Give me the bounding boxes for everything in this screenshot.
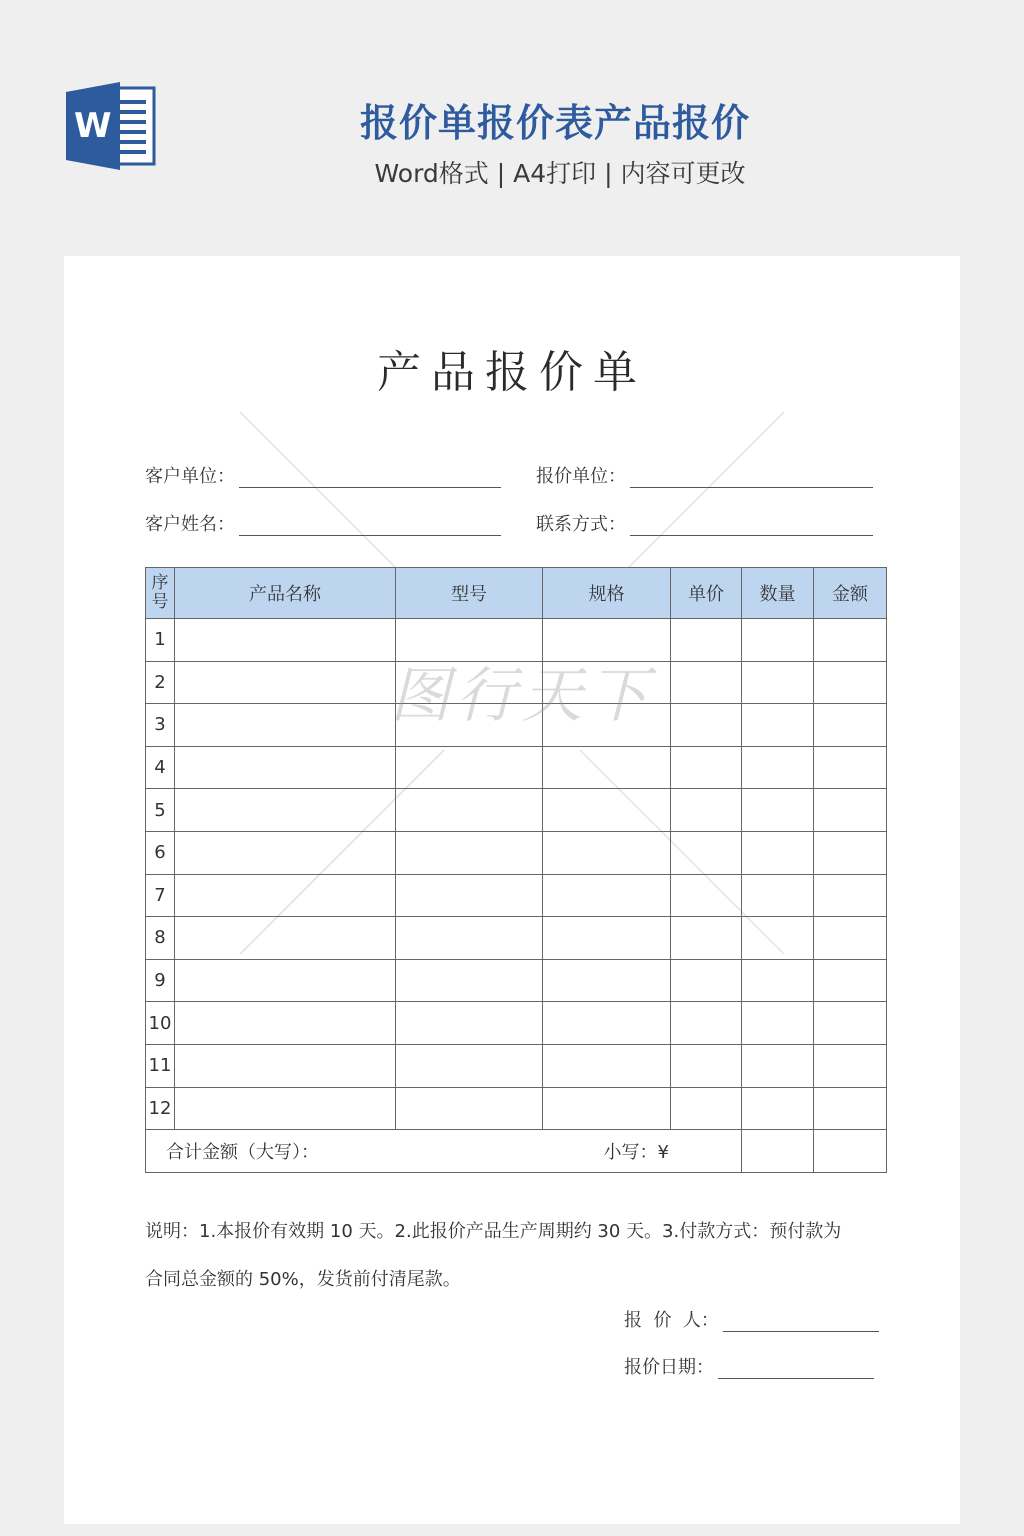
word-icon-letter: W [74,106,112,146]
cell-quantity[interactable] [742,831,814,874]
header-amount: 金额 [814,568,887,619]
table-row [146,959,887,1002]
cell-amount[interactable] [814,959,887,1002]
cell-quantity[interactable] [742,704,814,747]
header-model: 型号 [396,568,543,619]
cell-seq: 7 [146,874,175,917]
quote-date-line[interactable] [718,1358,874,1379]
cell-product-name[interactable] [175,831,396,874]
cell-amount[interactable] [814,789,887,832]
header-product-name: 产品名称 [175,568,396,619]
cell-amount[interactable] [814,746,887,789]
quoter-label: 报 价 人： [624,1310,719,1331]
cell-product-name[interactable] [175,1002,396,1045]
cell-amount[interactable] [814,1002,887,1045]
table-row [146,789,887,832]
cell-spec[interactable] [543,831,671,874]
cell-amount[interactable] [814,831,887,874]
cell-model[interactable] [396,874,543,917]
cell-seq: 4 [146,746,175,789]
cell-unit-price[interactable] [671,831,742,874]
cell-spec[interactable] [543,1087,671,1130]
cell-quantity[interactable] [742,917,814,960]
word-icon [66,82,156,170]
header-spec: 规格 [543,568,671,619]
cell-model[interactable] [396,746,543,789]
cell-product-name[interactable] [175,704,396,747]
cell-unit-price[interactable] [671,619,742,662]
cell-seq: 1 [146,619,175,662]
cell-product-name[interactable] [175,789,396,832]
table-row [146,1087,887,1130]
cell-product-name[interactable] [175,746,396,789]
total-qty-cell[interactable] [742,1130,814,1173]
cell-model[interactable] [396,917,543,960]
cell-seq: 12 [146,1087,175,1130]
document-page [64,256,960,1524]
cell-seq: 6 [146,831,175,874]
total-row [146,1130,887,1173]
customer-name-line[interactable] [239,515,501,536]
cell-quantity[interactable] [742,619,814,662]
cell-quantity[interactable] [742,789,814,832]
cell-spec[interactable] [543,746,671,789]
cell-quantity[interactable] [742,959,814,1002]
cell-unit-price[interactable] [671,746,742,789]
cell-amount[interactable] [814,661,887,704]
quoter-field[interactable] [624,1306,879,1332]
cell-spec[interactable] [543,959,671,1002]
cell-spec[interactable] [543,1002,671,1045]
cell-quantity[interactable] [742,1002,814,1045]
cell-product-name[interactable] [175,661,396,704]
cell-product-name[interactable] [175,1044,396,1087]
cell-amount[interactable] [814,874,887,917]
contact-line[interactable] [630,515,873,536]
cell-product-name[interactable] [175,874,396,917]
total-lower-label: 小写：¥ [603,1141,669,1163]
total-cell[interactable] [146,1130,742,1173]
table-row [146,746,887,789]
quoter-line[interactable] [723,1311,879,1332]
cell-unit-price[interactable] [671,661,742,704]
note [145,1208,886,1304]
customer-name-label: 客户姓名： [145,514,235,535]
cell-amount[interactable] [814,917,887,960]
contact-field[interactable] [536,510,873,536]
header-quantity: 数量 [742,568,814,619]
banner-subtitle: Word格式 | A4打印 | 内容可更改 [374,159,746,188]
total-amount-cell[interactable] [814,1130,887,1173]
cell-spec[interactable] [543,1044,671,1087]
quote-unit-field[interactable] [536,462,873,488]
customer-unit-line[interactable] [239,467,501,488]
table-row [146,1002,887,1045]
table-row [146,874,887,917]
document-title: 产品报价单 [377,347,647,398]
cell-model[interactable] [396,1087,543,1130]
watermark-text: 图行天下 [390,661,654,731]
quote-unit-label: 报价单位： [536,466,626,487]
cell-amount[interactable] [814,1044,887,1087]
cell-model[interactable] [396,789,543,832]
cell-product-name[interactable] [175,917,396,960]
cell-unit-price[interactable] [671,1087,742,1130]
note-line-1: 说明：1.本报价有效期 10 天。2.此报价产品生产周期约 30 天。3.付款方式：预付款为 [145,1221,842,1242]
header-unit-price: 单价 [671,568,742,619]
cell-seq: 8 [146,917,175,960]
cell-seq: 2 [146,661,175,704]
table-row [146,1044,887,1087]
cell-unit-price[interactable] [671,917,742,960]
cell-unit-price[interactable] [671,1044,742,1087]
quote-unit-line[interactable] [630,467,873,488]
customer-unit-label: 客户单位： [145,466,235,487]
cell-amount[interactable] [814,704,887,747]
banner-title: 报价单报价表产品报价 [359,101,750,145]
table-header-row [146,568,887,619]
cell-spec[interactable] [543,917,671,960]
cell-model[interactable] [396,1002,543,1045]
cell-model[interactable] [396,1044,543,1087]
quote-date-label: 报价日期： [624,1357,714,1378]
table-row [146,831,887,874]
table-row [146,917,887,960]
cell-unit-price[interactable] [671,1002,742,1045]
cell-seq: 3 [146,704,175,747]
note-line-2: 合同总金额的 50%，发货前付清尾款。 [145,1269,461,1290]
cell-quantity[interactable] [742,1044,814,1087]
cell-seq: 10 [146,1002,175,1045]
cell-seq: 5 [146,789,175,832]
cell-unit-price[interactable] [671,704,742,747]
cell-amount[interactable] [814,619,887,662]
cell-unit-price[interactable] [671,789,742,832]
contact-label: 联系方式： [536,514,626,535]
customer-unit-field[interactable] [145,462,501,488]
cell-quantity[interactable] [742,746,814,789]
cell-spec[interactable] [543,789,671,832]
header-seq: 序号 [146,568,175,619]
cell-product-name[interactable] [175,619,396,662]
cell-product-name[interactable] [175,959,396,1002]
cell-quantity[interactable] [742,874,814,917]
total-upper-label: 合计金额（大写）： [166,1141,319,1163]
cell-quantity[interactable] [742,1087,814,1130]
cell-seq: 11 [146,1044,175,1087]
quote-date-field[interactable] [624,1353,874,1379]
cell-seq: 9 [146,959,175,1002]
cell-amount[interactable] [814,1087,887,1130]
cell-unit-price[interactable] [671,874,742,917]
cell-quantity[interactable] [742,661,814,704]
cell-product-name[interactable] [175,1087,396,1130]
customer-name-field[interactable] [145,510,501,536]
cell-model[interactable] [396,831,543,874]
cell-spec[interactable] [543,874,671,917]
cell-unit-price[interactable] [671,959,742,1002]
cell-model[interactable] [396,959,543,1002]
